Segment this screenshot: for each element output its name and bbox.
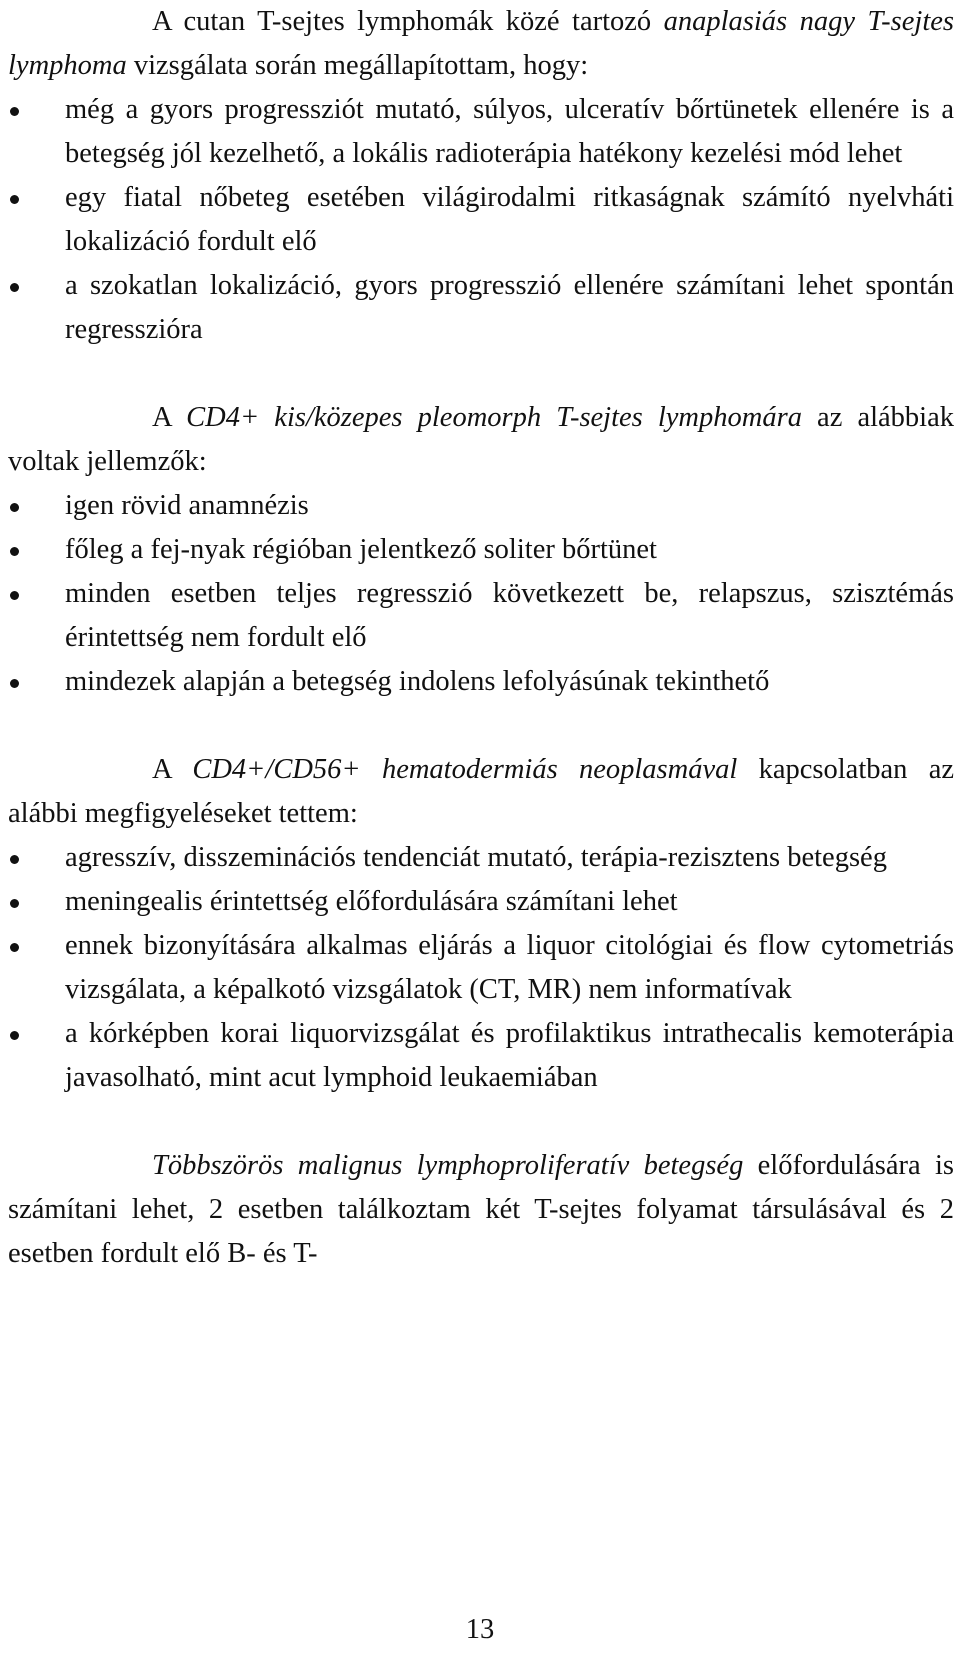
bullet-icon — [10, 547, 19, 556]
list-item — [8, 484, 954, 528]
list-item — [8, 528, 954, 572]
list-item-text: egy fiatal nőbeteg esetében világirodalmi ritkaságnak számító nyelvháti lokalizáció fordult elő — [65, 182, 954, 257]
list-item — [8, 924, 954, 1012]
paragraph-spacer — [8, 1100, 954, 1144]
list-item-text: igen rövid anamnézis — [65, 490, 309, 521]
bullet-icon — [10, 283, 19, 292]
list-item-text: még a gyors progressziót mutató, súlyos, ulceratív bőrtünetek ellenére is a betegség jól kezelhető, a lokális radioterápia hatékony kezelési mód lehet — [65, 94, 954, 169]
list-item-text: a kórképben korai liquorvizsgálat és profilaktikus intrathecalis kemoterápia javasolható, mint acut lymphoid leukaemiában — [65, 1018, 954, 1093]
list-item — [8, 660, 954, 704]
section-cd4-pleomorph — [8, 396, 954, 704]
list-item — [8, 836, 954, 880]
paragraph-intro — [8, 396, 954, 484]
paragraph-spacer — [8, 704, 954, 748]
bullet-list — [8, 484, 954, 704]
page-number: 13 — [465, 1614, 495, 1645]
list-item — [8, 880, 954, 924]
intro-tail: vizsgálata során megállapítottam, hogy: — [126, 50, 589, 81]
intro-italic-term: anaplasiás nagy T-sejtes lymphoma — [8, 6, 954, 81]
list-item-text: mindezek alapján a betegség indolens lefolyásúnak tekinthető — [65, 666, 770, 697]
bullet-icon — [10, 943, 19, 952]
intro-lead: A — [152, 402, 187, 433]
bullet-list — [8, 836, 954, 1100]
intro-tail: az alábbiak voltak jellemzők: — [8, 402, 955, 477]
list-item-text: agresszív, disszeminációs tendenciát mutató, terápia-rezisztens betegség — [65, 842, 887, 873]
list-item — [8, 176, 954, 264]
intro-italic-term: Többszörös malignus lymphoproliferatív betegség — [152, 1150, 744, 1181]
bullet-list — [8, 88, 954, 352]
list-item — [8, 1012, 954, 1100]
document-page — [8, 0, 954, 1276]
bullet-icon — [10, 591, 19, 600]
paragraph-spacer — [8, 352, 954, 396]
section-anaplastic — [8, 0, 954, 352]
list-item — [8, 88, 954, 176]
section-multiple-malignancy — [8, 1144, 954, 1276]
bullet-icon — [10, 503, 19, 512]
list-item — [8, 572, 954, 660]
intro-italic-term: CD4+ kis/közepes pleomorph T-sejtes lymphomára — [186, 402, 802, 433]
paragraph-intro — [8, 0, 954, 88]
list-item-text: főleg a fej-nyak régióban jelentkező soliter bőrtünet — [65, 534, 657, 565]
section-cd4-cd56 — [8, 748, 954, 1100]
bullet-icon — [10, 1031, 19, 1040]
paragraph-intro — [8, 748, 954, 836]
intro-tail: kapcsolatban az alábbi megfigyeléseket tettem: — [8, 754, 955, 829]
bullet-icon — [10, 899, 19, 908]
list-item — [8, 264, 954, 352]
intro-lead: A cutan T-sejtes lymphomák közé tartozó — [152, 6, 664, 37]
bullet-icon — [10, 195, 19, 204]
list-item-text: meningealis érintettség előfordulására számítani lehet — [65, 886, 678, 917]
list-item-text: ennek bizonyítására alkalmas eljárás a liquor citológiai és flow cytometriás vizsgálata, a képalkotó vizsgálatok (CT, MR) nem informatívak — [65, 930, 954, 1005]
list-item-text: minden esetben teljes regresszió következett be, relapszus, szisztémás érintettség nem fordult elő — [65, 578, 954, 653]
bullet-icon — [10, 855, 19, 864]
bullet-icon — [10, 679, 19, 688]
intro-tail: előfordulására is számítani lehet, 2 esetben találkoztam két T-sejtes folyamat társulásával és 2 esetben fordult elő B- és T- — [8, 1150, 954, 1269]
intro-italic-term: CD4+/CD56+ hematodermiás neoplasmával — [192, 754, 738, 785]
paragraph-intro — [8, 1144, 954, 1276]
intro-lead: A — [152, 754, 193, 785]
list-item-text: a szokatlan lokalizáció, gyors progresszió ellenére számítani lehet spontán regresszióra — [65, 270, 954, 345]
bullet-icon — [10, 107, 19, 116]
